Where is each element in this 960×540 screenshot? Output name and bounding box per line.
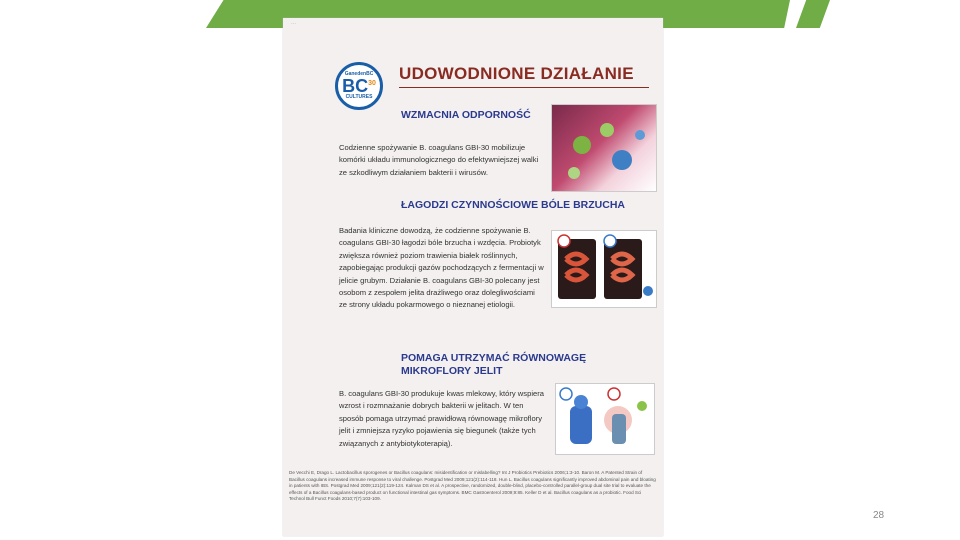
bacteria-icon [552, 105, 656, 191]
bacteria-illustration [551, 104, 657, 192]
top-accent-bar-small [796, 0, 830, 28]
section-heading-microflora: POMAGA UTRZYMAĆ RÓWNOWAGĘ MIKROFLORY JELIT [401, 352, 587, 377]
references: De Vecchi E, Drago L. Lactobacillus sporogenes or Bacillus coagulans: misidentification or mislabelling? Int J Probiotics Prebiotics 2006;1:3-10. Baron M. A Patented Strain of Bacillus coagulans increased immune response to viral challenge. Postgrad Med 2009;121(2):114-118. Hun L. Bacillus coagulans significantly improved abdominal pain and bloating in patients with IBS. Postgrad Med 2009;121(2):119-124. Kalman DS et al. A prospective, randomized, double-blind, placebo-controlled parallel-group dual site trial to evaluate the effects of a Bacillus coagulans-based product on functional intestinal gas symptoms. BMC Gastroenterol 2009;9:85. Keller D et al. Bacillus coagulans as a probiotic. Food Sci Technol Bull Funct Foods 2010;7(7):103-109. [289, 470, 656, 501]
microflora-icon [556, 384, 654, 454]
logo-brand: GanedenBC [344, 71, 374, 77]
logo-mark: BC$^{30}$ [342, 76, 376, 96]
section-text-pain: Badania kliniczne dowodzą, że codzienne spożywanie B. coagulans GBI-30 łagodzi bóle brzucha i wzdęcia. Probiotyk zwiększa również poziom trawienia białek roślinnych, zapobiegając produkcji gazów pochodzących z fermentacji w jelicie grubym. Działanie B. coagulans GBI-30 polecany jest osobom z zespołem jelita drażliwego oraz dolegliwościami ze strony układu pokarmowego o nieznanej etiologii. [339, 226, 544, 310]
section-text-immunity: Codzienne spożywanie B. coagulans GBI-30 mobilizuje komórki układu immunologicznego do efektywniejszej walki ze szkodliwym działaniem bakterii i wirusów. [339, 143, 539, 177]
intestine-illustration [551, 230, 657, 308]
title-divider [399, 87, 649, 88]
page-title: UDOWODNIONE DZIAŁANIE [399, 64, 634, 83]
slide-number: 28 [873, 510, 885, 521]
section-heading-immunity: WZMACNIA ODPORNOŚĆ [401, 109, 531, 121]
intestine-icon [552, 231, 656, 307]
logo-sub: CULTURES [345, 94, 373, 100]
section-heading-pain: ŁAGODZI CZYNNOŚCIOWE BÓLE BRZUCHA [401, 199, 625, 211]
section-text-microflora: B. coagulans GBI-30 produkuje kwas mlekowy, który wspiera wzrost i rozmnażanie dobrych bakterii w jelitach. W ten sposób pomaga utrzymać prawidłową równowagę mikroflory jelit i zmniejsza ryzyko pojawienia się biegunek (także tych związanych z antybiotykoterapią). [339, 389, 544, 448]
page-header-label: ... [291, 20, 297, 26]
document-page [283, 18, 663, 536]
bc30-logo [335, 62, 383, 110]
microflora-illustration [555, 383, 655, 455]
